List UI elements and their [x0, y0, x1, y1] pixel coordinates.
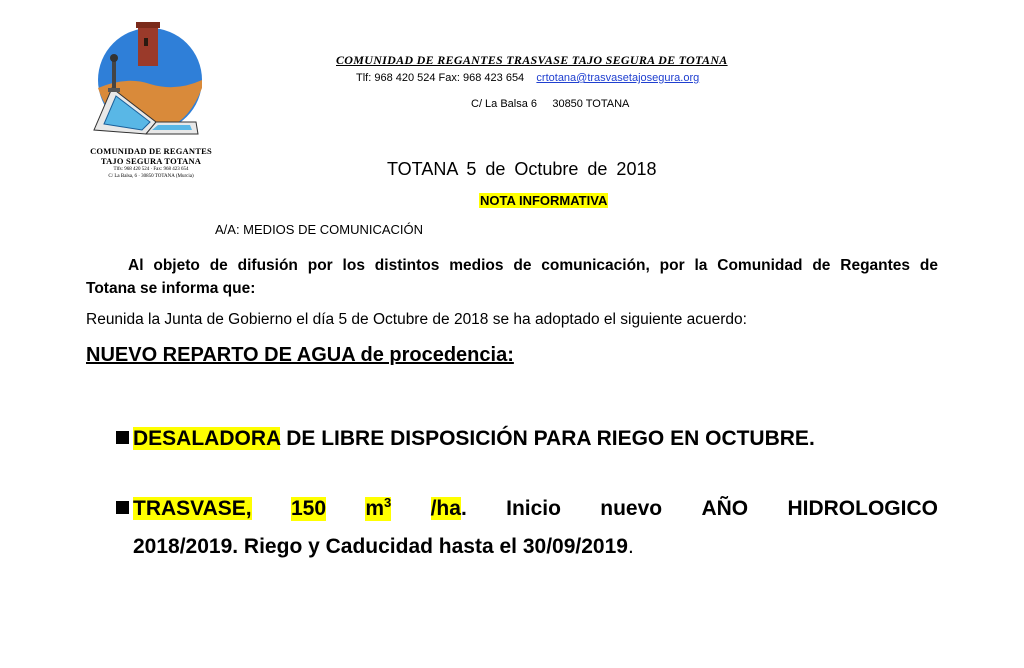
bullet2-line2: [133, 535, 634, 559]
bullet2-w8: AÑO: [701, 497, 749, 520]
comunidad-regantes-logo: [86, 18, 216, 193]
bullet2-w5: .: [460, 497, 467, 520]
organization-name: COMUNIDAD DE REGANTES TRASVASE TAJO SEGURA DE TOTANA: [336, 53, 728, 67]
logo-emblem-icon: [86, 18, 216, 146]
address-line: [471, 98, 629, 110]
bullet2-w4-wrap: [431, 497, 467, 521]
bullet2-w2: 150: [290, 497, 327, 520]
bullet2-w6: Inicio: [506, 497, 561, 520]
logo-caption-line4: C/ La Balsa, 6 · 30850 TOTANA (Murcia): [108, 174, 194, 179]
section-title-text: NUEVO REPARTO DE AGUA de procedencia:: [86, 344, 514, 366]
bullet2-w3-sup: 3: [384, 495, 392, 510]
bullet1-text: DE LIBRE DISPOSICIÓN PARA RIEGO EN OCTUBRE.: [280, 427, 815, 450]
contact-line: [356, 72, 699, 84]
bullet-desaladora: [116, 427, 815, 451]
bullet2-line2-end: .: [627, 535, 634, 558]
bullet2-w3-wrap: [365, 497, 391, 521]
bullet2-line2-text: 2018/2019. Riego y Caducidad hasta el 30/09/2019: [133, 535, 628, 558]
intro-line-2: Totana se informa que:: [86, 280, 256, 297]
postcode-city: 30850 TOTANA: [552, 98, 630, 110]
meeting-line: Reunida la Junta de Gobierno el día 5 de Octubre de 2018 se ha adoptado el siguiente acuerdo:: [86, 311, 747, 328]
bullet-trasvase: [116, 497, 938, 521]
phone-fax: Tlf: 968 420 524 Fax: 968 423 654: [356, 72, 525, 84]
email-link[interactable]: crtotana@trasvasetajosegura.org: [536, 72, 700, 84]
section-title: [86, 344, 514, 367]
street: C/ La Balsa 6: [471, 98, 538, 110]
recipient-line: A/A: MEDIOS DE COMUNICACIÓN: [215, 222, 424, 237]
bullet2-w4: /ha: [430, 497, 461, 520]
intro-line-1: Al objeto de difusión por los distintos medios de comunicación, por la Comunidad de Regantes de: [128, 257, 938, 274]
bullet2-w9: HIDROLOGICO: [787, 497, 938, 520]
logo-caption-line3: Tlfs: 968 420 524 · Fax: 968 423 654: [113, 167, 189, 172]
square-bullet-icon: [116, 431, 129, 444]
bullet2-w1-wrap: [116, 497, 252, 521]
date-line: TOTANA 5 de Octubre de 2018: [387, 159, 657, 179]
bullet2-w7: nuevo: [600, 497, 663, 520]
logo-caption-line1: COMUNIDAD DE REGANTES: [90, 146, 212, 156]
square-bullet-icon: [116, 501, 129, 514]
bullet2-w3: m: [365, 497, 385, 520]
bullet1-highlight: DESALADORA: [133, 427, 281, 450]
intro-paragraph: [86, 254, 938, 300]
logo-caption-line2: TAJO SEGURA TOTANA: [100, 156, 202, 166]
bullet2-w1: TRASVASE,: [133, 497, 252, 520]
nota-informativa-label: NOTA INFORMATIVA: [480, 193, 608, 208]
